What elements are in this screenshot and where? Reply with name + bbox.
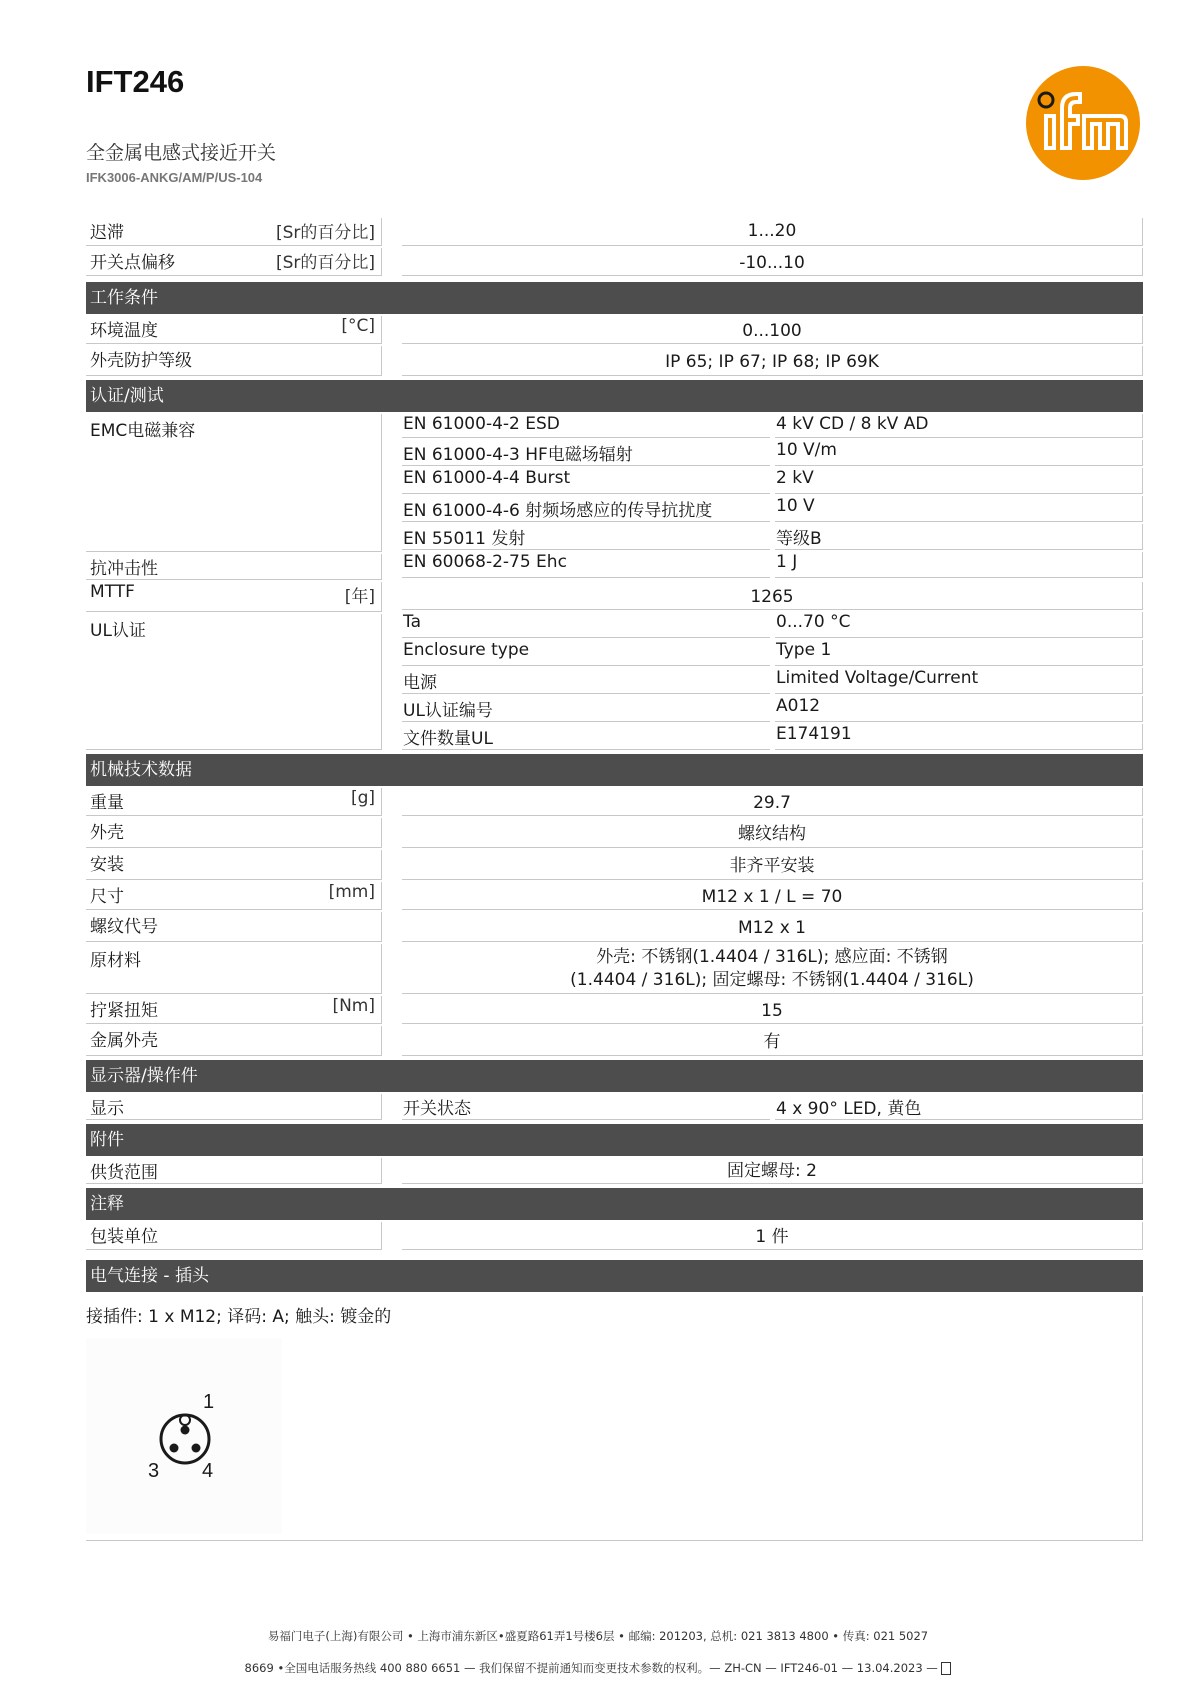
shock-test: EN 60068-2-75 Ehc [402,552,770,578]
pin-1-label: 1 [203,1391,215,1413]
shock-value: 1 J [775,552,1143,578]
pin-diagram [86,1338,282,1534]
spec-row-materials [86,944,1143,994]
row-label: 螺纹代号 [90,917,158,937]
ul-value: 0...70 °C [775,612,1143,638]
pin-4-dot [192,1444,201,1453]
spec-row-dimensions [86,882,1143,910]
row-unit: [Nm] [332,996,375,1016]
emc-test: EN 61000-4-2 ESD [402,414,770,438]
page-icon [941,1662,951,1675]
emc-value: 10 V/m [775,440,1143,466]
row-label: MTTF [90,582,135,602]
shock-label-cell [86,554,382,580]
row-unit: [mm] [328,882,375,902]
emc-value: 4 kV CD / 8 kV AD [775,414,1143,438]
materials-line-2: (1.4404 / 316L); 固定螺母: 不锈钢(1.4404 / 316L) [570,970,974,990]
row-value: 固定螺母: 2 [402,1158,1143,1184]
row-value: 有 [402,1026,1143,1056]
row-unit: [年] [344,587,375,607]
row-value: 非齐平安装 [402,850,1143,880]
spec-row-hysteresis [86,218,1143,246]
row-unit: [Sr的百分比] [275,223,375,243]
row-value: 1...20 [402,218,1143,246]
spec-row-protection [86,346,1143,376]
ul-key: UL认证编号 [402,696,770,722]
row-label: 外壳防护等级 [90,351,192,371]
ul-value: Type 1 [775,640,1143,666]
spec-row-scope-of-delivery [86,1158,1143,1184]
row-value: 29.7 [402,788,1143,816]
pin-3-label: 3 [148,1460,160,1482]
footer-legal-text: 8669 •全国电话服务热线 400 880 6651 — 我们保留不提前通知而变更技术参数的权利。— ZH-CN — IFT246-01 — 13.04.2023 — [244,1661,942,1675]
footer-legal [0,1660,1196,1676]
row-label: 原材料 [90,951,141,971]
connection-description: 接插件: 1 x M12; 译码: A; 触头: 镀金的 [86,1307,392,1327]
section-remarks: 注释 [86,1188,1143,1220]
row-value: M12 x 1 / L = 70 [402,882,1143,910]
connector-outline [161,1415,209,1463]
section-electrical-connection: 电气连接 - 插头 [86,1260,1143,1292]
pin-4-label: 4 [202,1460,214,1482]
section-accessories: 附件 [86,1124,1143,1156]
product-title: IFT246 [86,64,185,99]
emc-test: EN 61000-4-3 HF电磁场辐射 [402,440,770,466]
display-label-cell [86,1094,382,1120]
materials-line-1: 外壳: 不锈钢(1.4404 / 316L); 感应面: 不锈钢 [596,947,948,967]
spec-row-packaging-unit [86,1222,1143,1250]
row-value: 螺纹结构 [402,818,1143,848]
row-value: 0...100 [402,316,1143,344]
spec-row-weight [86,788,1143,816]
pin-1-dot [181,1426,190,1435]
spec-row-mounting [86,850,1143,880]
ul-key: 文件数量UL [402,724,770,750]
row-label: UL认证 [90,621,146,641]
emc-label-cell [86,414,382,552]
emc-test: EN 61000-4-4 Burst [402,468,770,494]
row-value [402,944,1143,994]
connection-panel [86,1296,1143,1541]
row-value: 1265 [402,582,1143,610]
row-value: 15 [402,996,1143,1024]
ul-key: Enclosure type [402,640,770,666]
emc-value: 10 V [775,496,1143,522]
pin-3-dot [170,1444,179,1453]
spec-row-ambient-temp [86,316,1143,344]
row-value: M12 x 1 [402,912,1143,942]
row-label: 安装 [90,855,124,875]
emc-test: EN 61000-4-6 射频场感应的传导抗扰度 [402,496,770,522]
spec-row-torque [86,996,1143,1024]
row-label: 尺寸 [90,887,124,907]
row-label: 外壳 [90,823,124,843]
row-label: 包装单位 [90,1227,158,1247]
ul-label-cell [86,614,382,750]
section-mechanical: 机械技术数据 [86,754,1143,786]
row-unit: [Sr的百分比] [275,253,375,273]
row-unit: [g] [350,788,375,808]
row-value: IP 65; IP 67; IP 68; IP 69K [402,346,1143,376]
article-number: IFK3006-ANKG/AM/P/US-104 [86,170,263,185]
ifm-logo [1024,64,1142,182]
section-operating-conditions: 工作条件 [86,282,1143,314]
row-label: 重量 [90,793,124,813]
display-value: 4 x 90° LED, 黄色 [775,1094,1143,1120]
emc-value: 等级B [775,524,1143,550]
emc-test: EN 55011 发射 [402,524,770,550]
ul-key: Ta [402,612,770,638]
section-approvals: 认证/测试 [86,380,1143,412]
row-label: EMC电磁兼容 [90,421,196,441]
ul-value: E174191 [775,724,1143,750]
spec-row-metal-housing [86,1026,1143,1056]
row-unit: [°C] [341,316,375,336]
section-display: 显示器/操作件 [86,1060,1143,1092]
ul-value: A012 [775,696,1143,722]
product-subtitle: 全金属电感式接近开关 [86,142,277,164]
display-key: 开关状态 [402,1094,770,1120]
row-label: 拧紧扭矩 [90,1001,158,1021]
row-label: 环境温度 [90,321,158,341]
ul-key: 电源 [402,668,770,694]
row-label: 金属外壳 [90,1031,158,1051]
row-label: 迟滞 [90,223,124,243]
row-label: 供货范围 [90,1163,158,1183]
row-value: -10...10 [402,248,1143,276]
row-label: 显示 [90,1099,124,1119]
row-label: 抗冲击性 [90,559,158,579]
emc-value: 2 kV [775,468,1143,494]
row-value: 1 件 [402,1222,1143,1250]
row-label: 开关点偏移 [90,253,175,273]
ul-value: Limited Voltage/Current [775,668,1143,694]
footer-address: 易福门电子(上海)有限公司 • 上海市浦东新区•盛夏路61弄1号楼6层 • 邮编: 201203, 总机: 021 3813 4800 • 传真: 021 5027 [267,1629,929,1643]
spec-row-mttf [86,582,1143,612]
spec-row-switch-point-drift [86,248,1143,276]
spec-row-thread [86,912,1143,942]
spec-row-housing [86,818,1143,848]
